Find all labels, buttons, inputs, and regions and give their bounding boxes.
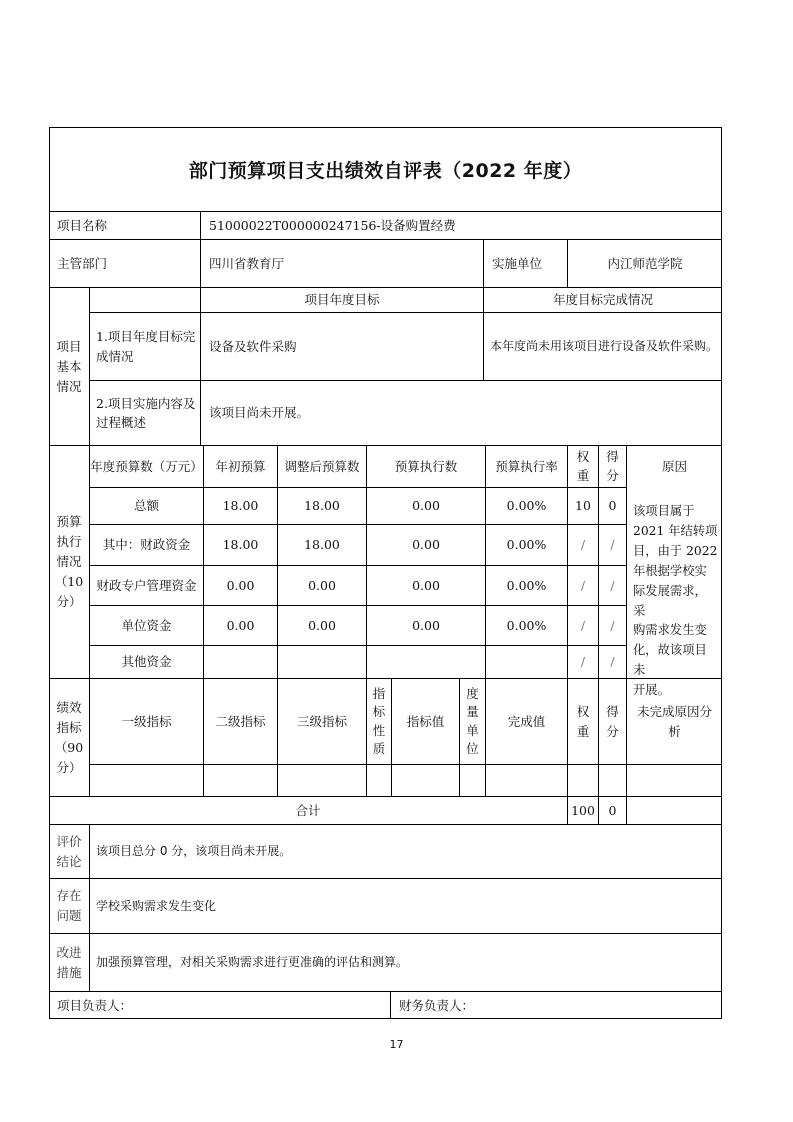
budget-header: 年初预算 bbox=[215, 458, 266, 474]
budget-row-score: 0 bbox=[608, 498, 617, 514]
perf-header: 得 分 bbox=[606, 703, 619, 739]
budget-row-weight: / bbox=[580, 654, 586, 670]
perf-header: 度 量 单 位 bbox=[466, 686, 479, 756]
perf-header: 未完成原因分 析 bbox=[636, 703, 712, 739]
budget-row-label: 其中：财政资金 bbox=[102, 537, 191, 553]
perf-header: 指 标 性 质 bbox=[372, 686, 386, 756]
finance-lead-label: 财务负责人： bbox=[399, 997, 475, 1013]
budget-row-initial bbox=[204, 646, 277, 678]
budget-row-executed: 0.00 bbox=[412, 498, 440, 514]
budget-row-adjusted: 18.00 bbox=[304, 498, 340, 514]
budget-row-label: 单位资金 bbox=[121, 617, 172, 633]
perf-header: 一级指标 bbox=[121, 713, 172, 729]
budget-row-label: 财政专户管理资金 bbox=[96, 577, 197, 593]
budget-row-initial: 0.00 bbox=[226, 617, 255, 633]
improve-value: 加强预算管理，对相关采购需求进行更准确的评估和测算。 bbox=[96, 955, 409, 970]
basic-col-completion: 年度目标完成情况 bbox=[552, 292, 653, 308]
rule bbox=[89, 764, 722, 765]
issues-label: 存在 问题 bbox=[56, 888, 82, 923]
budget-row-executed: 0.00 bbox=[412, 537, 440, 553]
budget-row-executed: 0.00 bbox=[412, 577, 440, 593]
basic-row1-completion: 本年度尚未用该项目进行设备及软件采购。 bbox=[490, 339, 719, 354]
evaluation-label: 评价 结论 bbox=[56, 833, 82, 869]
budget-header: 原因 bbox=[661, 458, 687, 474]
impl-value: 内江师范学院 bbox=[607, 255, 683, 271]
improve-label: 改进 措施 bbox=[56, 944, 82, 980]
budget-row-adjusted: 0.00 bbox=[308, 577, 336, 593]
budget-header: 预算执行数 bbox=[394, 458, 458, 474]
budget-header: 预算执行率 bbox=[495, 458, 558, 474]
basic-row2-value: 该项目尚未开展。 bbox=[209, 405, 310, 421]
budget-row-weight: / bbox=[580, 537, 586, 553]
budget-row-initial: 0.00 bbox=[226, 577, 255, 593]
budget-row-adjusted: 18.00 bbox=[304, 537, 340, 553]
budget-row-initial: 18.00 bbox=[222, 498, 259, 514]
basic-row1-label: 1.项目年度目标完 成情况 bbox=[96, 329, 196, 364]
impl-label: 实施单位 bbox=[492, 255, 543, 271]
budget-row-executed: 0.00 bbox=[412, 617, 440, 633]
budget-row-executed bbox=[367, 646, 485, 678]
budget-row-weight: 10 bbox=[575, 498, 591, 514]
basic-section-label: 项目 基本 情况 bbox=[56, 338, 82, 394]
budget-row-initial: 18.00 bbox=[222, 537, 259, 553]
budget-row-rate: 0.00% bbox=[506, 577, 547, 593]
budget-reason: 该项目属于 2021 年结转项 目，由于 2022 年根据学校实 际发展需求，采 购需求发生变 化，故该项目未 开展。 bbox=[633, 504, 718, 698]
budget-row-rate bbox=[486, 646, 567, 678]
budget-row-weight: / bbox=[580, 617, 586, 633]
budget-row-adjusted bbox=[278, 646, 366, 678]
budget-row-score: / bbox=[610, 617, 615, 633]
basic-col-target: 项目年度目标 bbox=[304, 292, 380, 308]
project-name-value: 51000022T000000247156-设备购置经费 bbox=[209, 217, 456, 233]
perf-header: 权 重 bbox=[576, 703, 590, 739]
total-weight: 100 bbox=[571, 802, 595, 818]
budget-row-score: / bbox=[610, 654, 615, 670]
budget-header: 年度预算数（万元） bbox=[90, 458, 203, 474]
budget-header: 权 重 bbox=[576, 448, 590, 483]
evaluation-value: 该项目总分 0 分，该项目尚未开展。 bbox=[96, 844, 292, 859]
page-number: 17 bbox=[389, 1038, 404, 1051]
perf-header: 二级指标 bbox=[215, 713, 266, 729]
budget-header: 得 分 bbox=[606, 448, 619, 483]
budget-row-label: 总额 bbox=[133, 498, 159, 514]
budget-row-weight: / bbox=[580, 577, 586, 593]
budget-row-rate: 0.00% bbox=[506, 537, 547, 553]
basic-row2-label: 2.项目实施内容及 过程概述 bbox=[96, 395, 196, 430]
basic-row1-target: 设备及软件采购 bbox=[209, 338, 297, 354]
budget-header: 调整后预算数 bbox=[284, 458, 360, 474]
budget-row-adjusted: 0.00 bbox=[308, 617, 336, 633]
perf-section-label: 绩效 指标 （90 分） bbox=[54, 699, 84, 775]
budget-row-label: 其他资金 bbox=[121, 654, 172, 670]
budget-row-rate: 0.00% bbox=[506, 617, 547, 633]
budget-row-score: / bbox=[610, 577, 615, 593]
budget-row-rate: 0.00% bbox=[506, 498, 547, 514]
perf-header: 三级指标 bbox=[296, 713, 347, 729]
budget-section-label: 预算 执行 情况 （10 分） bbox=[54, 514, 84, 609]
total-score: 0 bbox=[608, 802, 617, 818]
dept-label: 主管部门 bbox=[57, 255, 108, 271]
project-name-label: 项目名称 bbox=[57, 217, 108, 233]
budget-row-score: / bbox=[610, 537, 615, 553]
issues-value: 学校采购需求发生变化 bbox=[96, 898, 217, 913]
total-label: 合计 bbox=[295, 802, 321, 818]
project-lead-label: 项目负责人： bbox=[57, 997, 133, 1013]
perf-header: 指标值 bbox=[406, 713, 445, 729]
perf-header: 完成值 bbox=[507, 713, 546, 729]
form-title: 部门预算项目支出绩效自评表（2022 年度） bbox=[188, 159, 583, 182]
dept-value: 四川省教育厅 bbox=[209, 255, 285, 271]
